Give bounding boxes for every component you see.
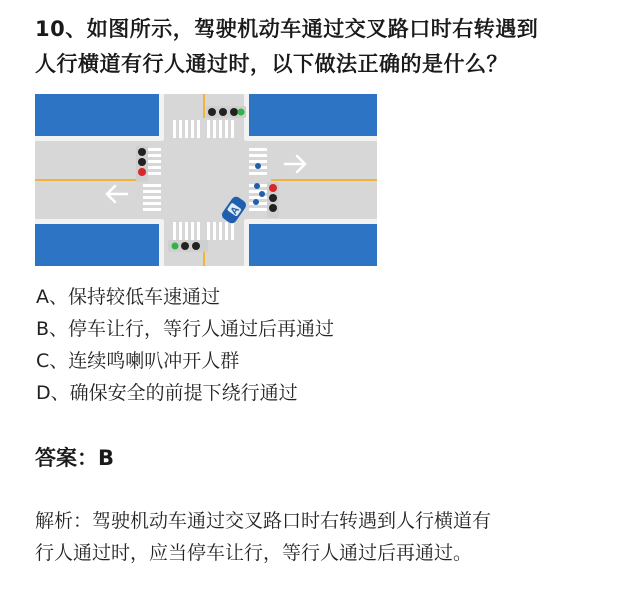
corner-block-bottom-right xyxy=(245,220,377,266)
question-title-line-2: 人行横道有行人通过时，以下做法正确的是什么？ xyxy=(35,52,508,76)
curb xyxy=(159,220,164,266)
answer-label: 答案：B xyxy=(35,446,115,470)
traffic-light-south xyxy=(168,240,208,252)
option-d: D、确保安全的前提下绕行通过 xyxy=(36,382,298,404)
analysis-line-1: 解析：驾驶机动车通过交叉路口时右转遇到人行横道有 xyxy=(35,510,492,532)
question-title xyxy=(35,12,615,82)
curb xyxy=(245,219,377,224)
traffic-light-east xyxy=(267,182,279,218)
intersection-diagram xyxy=(35,94,377,266)
corner-block-top-left xyxy=(35,94,163,140)
corner-block-bottom-left xyxy=(35,220,163,266)
curb xyxy=(245,136,377,141)
curb xyxy=(35,136,163,141)
svg-text:A: A xyxy=(228,204,242,217)
center-line-west xyxy=(35,179,137,181)
question-title-line-1: 10、如图所示，驾驶机动车通过交叉路口时右转遇到 xyxy=(35,17,539,41)
traffic-light-north xyxy=(206,106,246,118)
center-line-north xyxy=(203,94,205,118)
option-b: B、停车让行，等行人通过后再通过 xyxy=(36,318,335,340)
curb xyxy=(159,94,164,140)
analysis-text xyxy=(35,505,620,569)
corner-block-top-right xyxy=(245,94,377,140)
analysis-line-2: 行人通过时，应当停车让行，等行人通过后再通过。 xyxy=(35,542,473,564)
curb xyxy=(35,219,163,224)
option-c: C、连续鸣喇叭冲开人群 xyxy=(36,350,240,372)
traffic-light-west xyxy=(136,146,148,182)
center-line-east xyxy=(271,179,377,181)
options-list xyxy=(36,281,334,409)
curb xyxy=(244,220,249,266)
option-a: A、保持较低车速通过 xyxy=(36,286,220,308)
